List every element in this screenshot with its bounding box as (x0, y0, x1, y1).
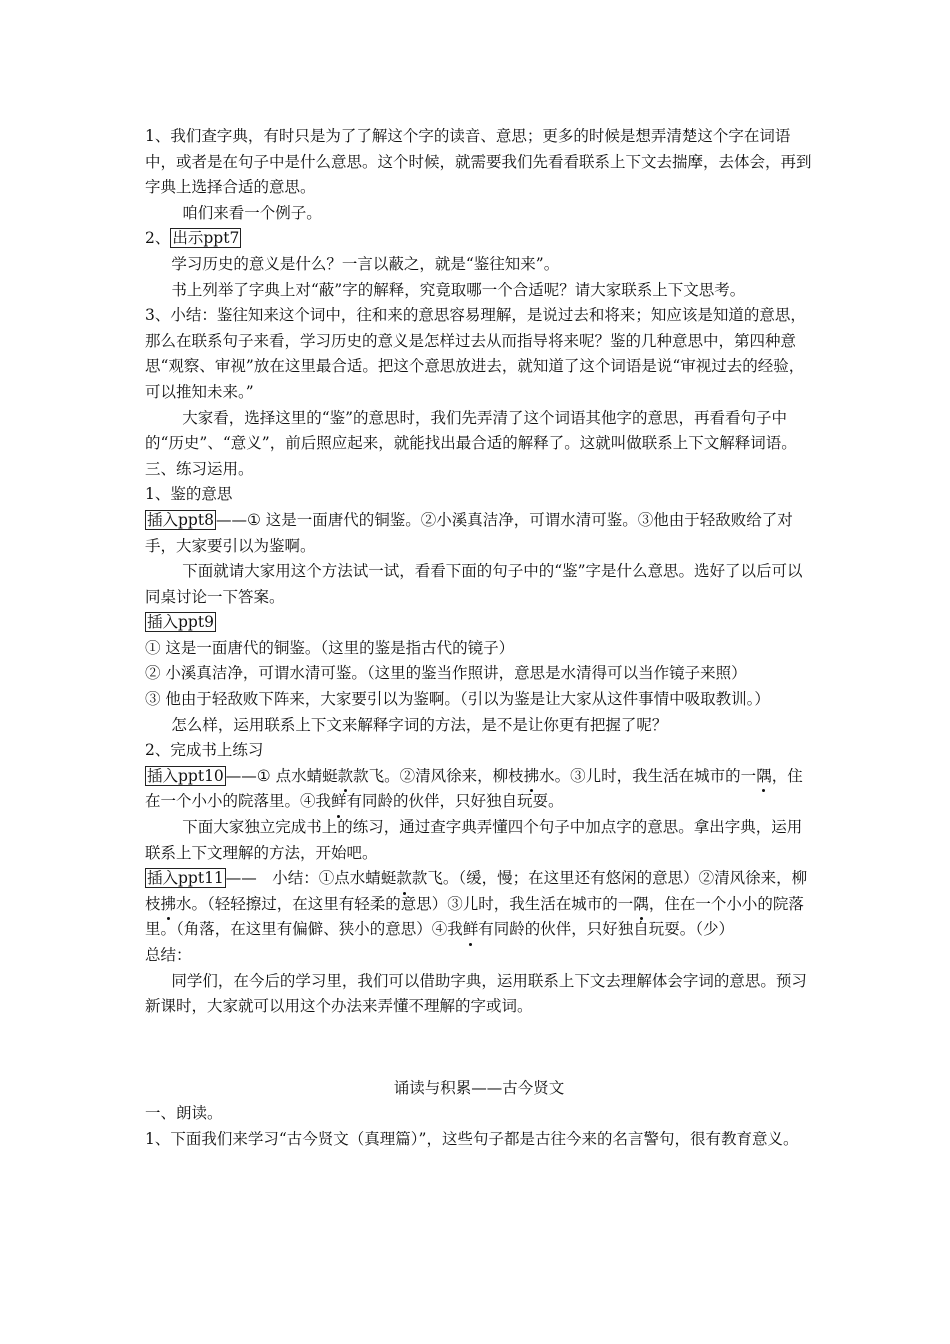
dotted-char: 款 (396, 866, 412, 892)
list-item-3: ③ 他由于轻敌败下阵来，大家要引以为鉴啊。（引以为鉴是让大家从这件事情中吸取教训。） (145, 690, 770, 709)
paragraph-ppt9 (145, 610, 813, 636)
text-segment: —— 小结：①点水蜻蜓 (225, 869, 397, 888)
ppt8-box: 插入ppt8 (147, 510, 214, 529)
list-item-2: ② 小溪真洁净，可谓水清可鉴。（这里的鉴当作照讲，意思是水清得可以当作镜子来照） (145, 664, 747, 683)
document-page (145, 124, 813, 1153)
text-segment: ——① 点水蜻蜓 (225, 766, 338, 785)
text-segment: 款飞。（缓，慢；在这里还有悠闲的意思）②清风徐来，柳枝 (145, 869, 808, 913)
step-number: 2、 (145, 229, 171, 248)
ppt11-box: 插入ppt11 (147, 869, 224, 888)
list-item-1: ① 这是一面唐代的铜鉴。（这里的鉴是指古代的镜子） (145, 638, 515, 657)
spacer (145, 1020, 813, 1076)
paragraph-ppt11 (145, 866, 813, 943)
dotted-char: 拂 (161, 892, 177, 918)
paragraph-summary: 3、小结：鉴往知来这个词中，往和来的意思容易理解，是说过去和将来；知应该是知道的意思，那么在联系句子来看，学习历史的意义是怎样过去从而指导将来呢？鉴的几种意思中，第四种意思“观察、审视”放在这里最合适。把这个意思放进去，就知道了这个词语是说“审视过去的经验，可以推知未来。” (145, 306, 806, 401)
section-heading-reading: 一、朗读。 (145, 1104, 223, 1123)
dotted-char: 隅 (633, 892, 649, 918)
paragraph-try-method: 下面就请大家用这个方法试一试，看看下面的句子中的“鉴”字是什么意思。选好了以后可以同桌讨论一下答案。 (145, 562, 803, 606)
section-title-recitation: 诵读与积累——古今贤文 (393, 1078, 565, 1097)
text-segment: ，住在一个小小的院落里。（角落，在这里有偏僻、狭小的意思）④我 (145, 894, 804, 939)
ppt8-text: ——① 这是一面唐代的铜鉴。②小溪真洁净，可谓水清可鉴。③他由于轻敌败给了对手，大家要引以为鉴啊。 (145, 510, 793, 555)
section-heading-practice: 三、练习运用。 (145, 459, 254, 478)
paragraph-dictionary-question: 书上列举了字典上对“蔽”字的解释，究竟取哪一个合适呢？请大家联系上下文思考。 (171, 280, 746, 299)
dotted-char: 款 (338, 764, 354, 790)
subheading-jian-meaning: 1、鉴的意思 (145, 485, 233, 504)
paragraph-show-ppt7 (145, 226, 813, 252)
ppt10-box: 插入ppt10 (147, 766, 224, 785)
paragraph-conclusion: 同学们，在今后的学习里，我们可以借助字典，运用联系上下文去理解体会字词的意思。预习新课时，大家就可以用这个办法来弄懂不理解的字或词。 (145, 971, 807, 1016)
ppt9-box: 插入ppt9 (147, 613, 214, 632)
dotted-char: 拂 (524, 764, 540, 790)
text-segment: 有同龄的伙伴，只好独自玩耍。（少） (478, 920, 735, 939)
text-segment: 水。③儿时，我生活在城市的一 (539, 766, 757, 785)
subheading-conclusion: 总结： (145, 946, 192, 964)
paragraph-question: 怎么样，运用联系上下文来解释字词的方法，是不是让你更有把握了呢？ (171, 715, 668, 734)
paragraph-history-meaning: 学习历史的意义是什么？一言以蔽之，就是“鉴往知来”。 (171, 254, 560, 273)
dotted-char: 隅 (756, 764, 772, 790)
dotted-char: 鲜 (463, 917, 479, 943)
text-segment: 有同龄的伙伴，只好独自玩耍。 (346, 792, 564, 811)
text-segment: 水。（轻轻擦过，在这里有轻柔的意思）③儿时，我生活在城市的一 (176, 894, 634, 913)
ppt7-box: 出示ppt7 (172, 229, 240, 248)
paragraph-explanation: 大家看，选择这里的“鉴”的意思时，我们先弄清了这个词语其他字的意思，再看看句子中的“历史”、“意义”，前后照应起来，就能找出最合适的解释了。这就叫做联系上下文解释词语。 (145, 408, 797, 453)
paragraph-independent-work: 下面大家独立完成书上的练习，通过查字典弄懂四个句子中加点字的意思。拿出字典，运用联系上下文理解的方法，开始吧。 (145, 818, 803, 862)
paragraph-dictionary-intro: 1、我们查字典，有时只是为了了解这个字的读音、意思；更多的时候是想弄清楚这个字在词语中，或者是在句子中是什么意思。这个时候，就需要我们先看看联系上下文去揣摩，去体会，再到字典上选择合适的意思。 (145, 127, 812, 197)
dotted-char: 鲜 (331, 789, 347, 815)
text-segment: ，住在一个小小的院落里。④我 (145, 766, 803, 811)
paragraph-maxims-intro: 1、下面我们来学习“古今贤文（真理篇）”，这些句子都是古往今来的名言警句，很有教育意义。 (145, 1129, 799, 1148)
paragraph-ppt8 (145, 508, 813, 559)
paragraph-ppt10 (145, 764, 813, 815)
subheading-book-exercise: 2、完成书上练习 (145, 741, 264, 760)
paragraph-example-intro: 咱们来看一个例子。 (182, 203, 322, 222)
text-segment: 款飞。②清风徐来，柳枝 (353, 766, 524, 785)
